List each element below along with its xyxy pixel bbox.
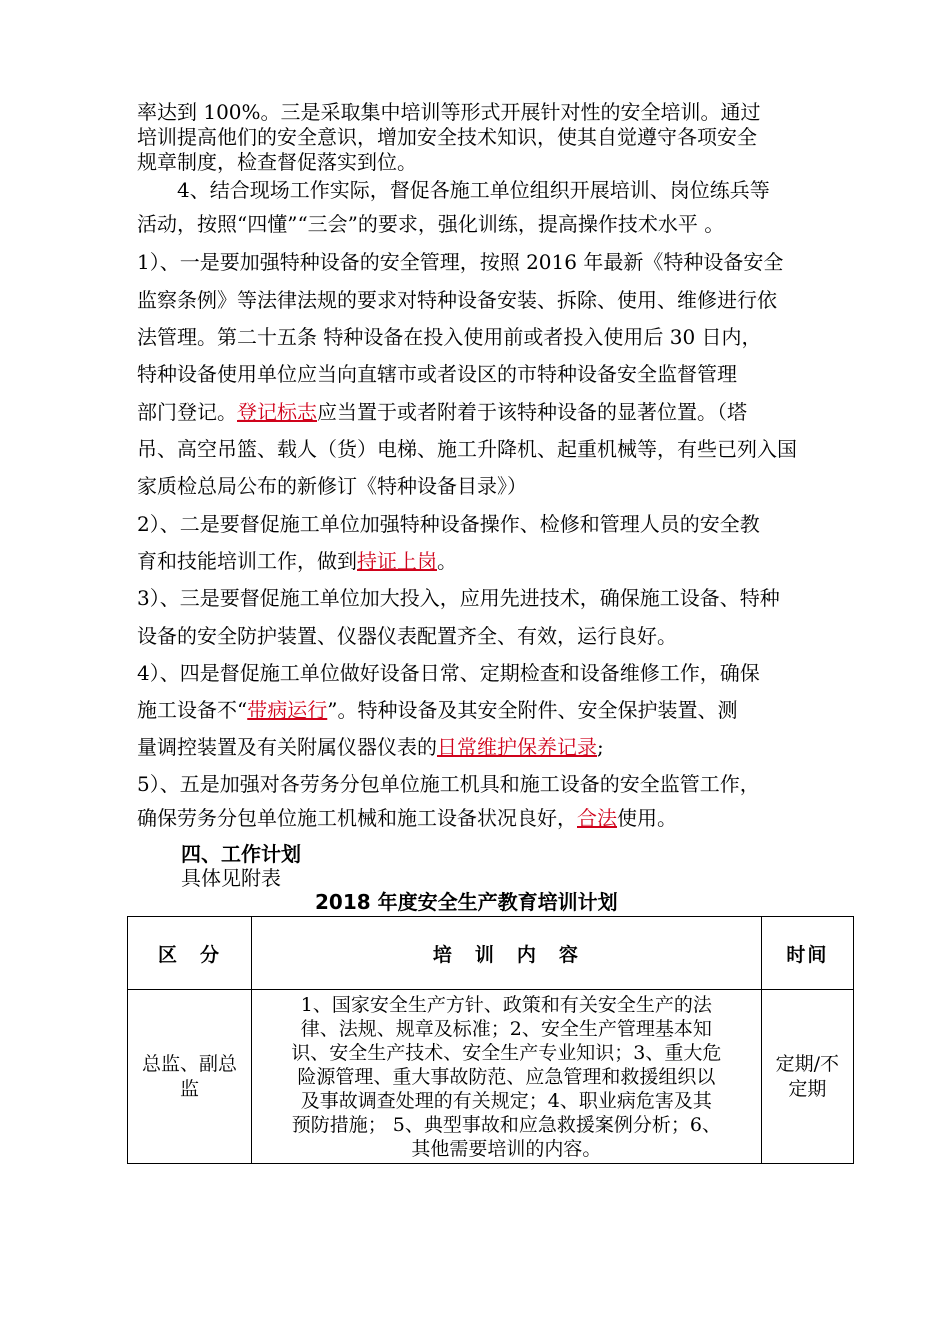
content-line: 预防措施； 5、典型事故和应急救援案例分析；6、 [291, 1113, 721, 1136]
content-line: 及事故调查处理的有关规定；4、职业病危害及其 [300, 1089, 712, 1112]
table-header-row [128, 917, 854, 990]
header-category: 区 分 [128, 917, 252, 990]
text-span: 确保劳务分包单位施工机械和施工设备状况良好， [137, 806, 577, 830]
list-item-line [137, 549, 457, 573]
content-line: 1、国家安全生产方针、政策和有关安全生产的法 [300, 993, 712, 1016]
paragraph-line: 率达到 100%。三是采取集中培训等形式开展针对性的安全培训。通过 [137, 100, 761, 124]
list-item-line [137, 698, 737, 722]
paragraph-line: 活动，按照“四懂”“三会”的要求，强化训练，提高操作技术水平 。 [137, 212, 725, 236]
list-item-line [137, 735, 604, 759]
list-item-line: 1）、一是要加强特种设备的安全管理，按照 2016 年最新《特种设备安全 [137, 250, 784, 274]
list-item-line: 4）、四是督促施工单位做好设备日常、定期检查和设备维修工作，确保 [137, 661, 760, 685]
section-note: 具体见附表 [181, 866, 281, 890]
category-line: 总监、副总 [142, 1052, 238, 1075]
text-span: 部门登记。 [137, 400, 237, 424]
header-content: 培 训 内 容 [252, 917, 762, 990]
category-line: 监 [180, 1077, 200, 1100]
list-item-line [137, 400, 747, 424]
cell-content [252, 990, 762, 1164]
table-title: 2018 年度安全生产教育培训计划 [315, 890, 618, 914]
paragraph-line: 培训提高他们的安全意识，增加安全技术知识，使其自觉遵守各项安全 [137, 125, 757, 149]
list-item-line: 2）、二是要督促施工单位加强特种设备操作、检修和管理人员的安全教 [137, 512, 760, 536]
list-item-line: 法管理。第二十五条 特种设备在投入使用前或者投入使用后 30 日内， [137, 325, 762, 349]
content-line: 律、法规、规章及标准；2、安全生产管理基本知 [300, 1017, 712, 1040]
text-span: 施工设备不“ [137, 698, 248, 722]
text-span: 应当置于或者附着于该特种设备的显著位置。（塔 [317, 400, 747, 424]
link-maintenance-record[interactable]: 日常维护保养记录 [437, 735, 597, 759]
section-heading: 四、工作计划 [181, 842, 301, 866]
cell-time [761, 990, 853, 1164]
link-faulty-operation[interactable]: 带病运行 [247, 698, 328, 722]
text-span: 量调控装置及有关附属仪器仪表的 [137, 735, 437, 759]
list-item-line: 家质检总局公布的新修订《特种设备目录》） [137, 474, 527, 498]
text-span: 。 [437, 549, 457, 573]
list-item-line: 吊、高空吊篮、载人（货）电梯、施工升降机、起重机械等，有些已列入国 [137, 437, 797, 461]
list-item-line [137, 806, 677, 830]
text-span: 使用。 [617, 806, 677, 830]
time-line: 定期 [788, 1077, 827, 1100]
link-legal[interactable]: 合法 [577, 806, 617, 830]
list-item-line: 特种设备使用单位应当向直辖市或者设区的市特种设备安全监督管理 [137, 362, 737, 386]
header-time: 时间 [761, 917, 853, 990]
time-line: 定期/不 [775, 1052, 840, 1075]
paragraph-line: 规章制度，检查督促落实到位。 [137, 150, 417, 174]
content-line: 其他需要培训的内容。 [411, 1137, 602, 1160]
content-line: 险源管理、重大事故防范、应急管理和救援组织以 [297, 1065, 716, 1088]
list-item-line: 5）、五是加强对各劳务分包单位施工机具和施工设备的安全监管工作， [137, 772, 760, 796]
link-certified[interactable]: 持证上岗 [357, 549, 437, 573]
cell-category [128, 990, 252, 1164]
table-row [128, 990, 854, 1164]
content-line: 识、安全生产技术、安全生产专业知识；3、重大危 [291, 1041, 722, 1064]
text-span: ”。特种设备及其安全附件、安全保护装置、测 [327, 698, 738, 722]
link-register-mark[interactable]: 登记标志 [237, 400, 317, 424]
text-span: 育和技能培训工作，做到 [137, 549, 357, 573]
text-span: ; [597, 735, 604, 759]
list-item-line: 设备的安全防护装置、仪器仪表配置齐全、有效，运行良好。 [137, 624, 677, 648]
training-plan-table [127, 916, 854, 1164]
list-item-line: 3）、三是要督促施工单位加大投入，应用先进技术，确保施工设备、特种 [137, 586, 780, 610]
list-item-line: 监察条例》等法律法规的要求对特种设备安装、拆除、使用、维修进行依 [137, 288, 777, 312]
paragraph-line: 4、结合现场工作实际，督促各施工单位组织开展培训、岗位练兵等 [177, 178, 770, 202]
